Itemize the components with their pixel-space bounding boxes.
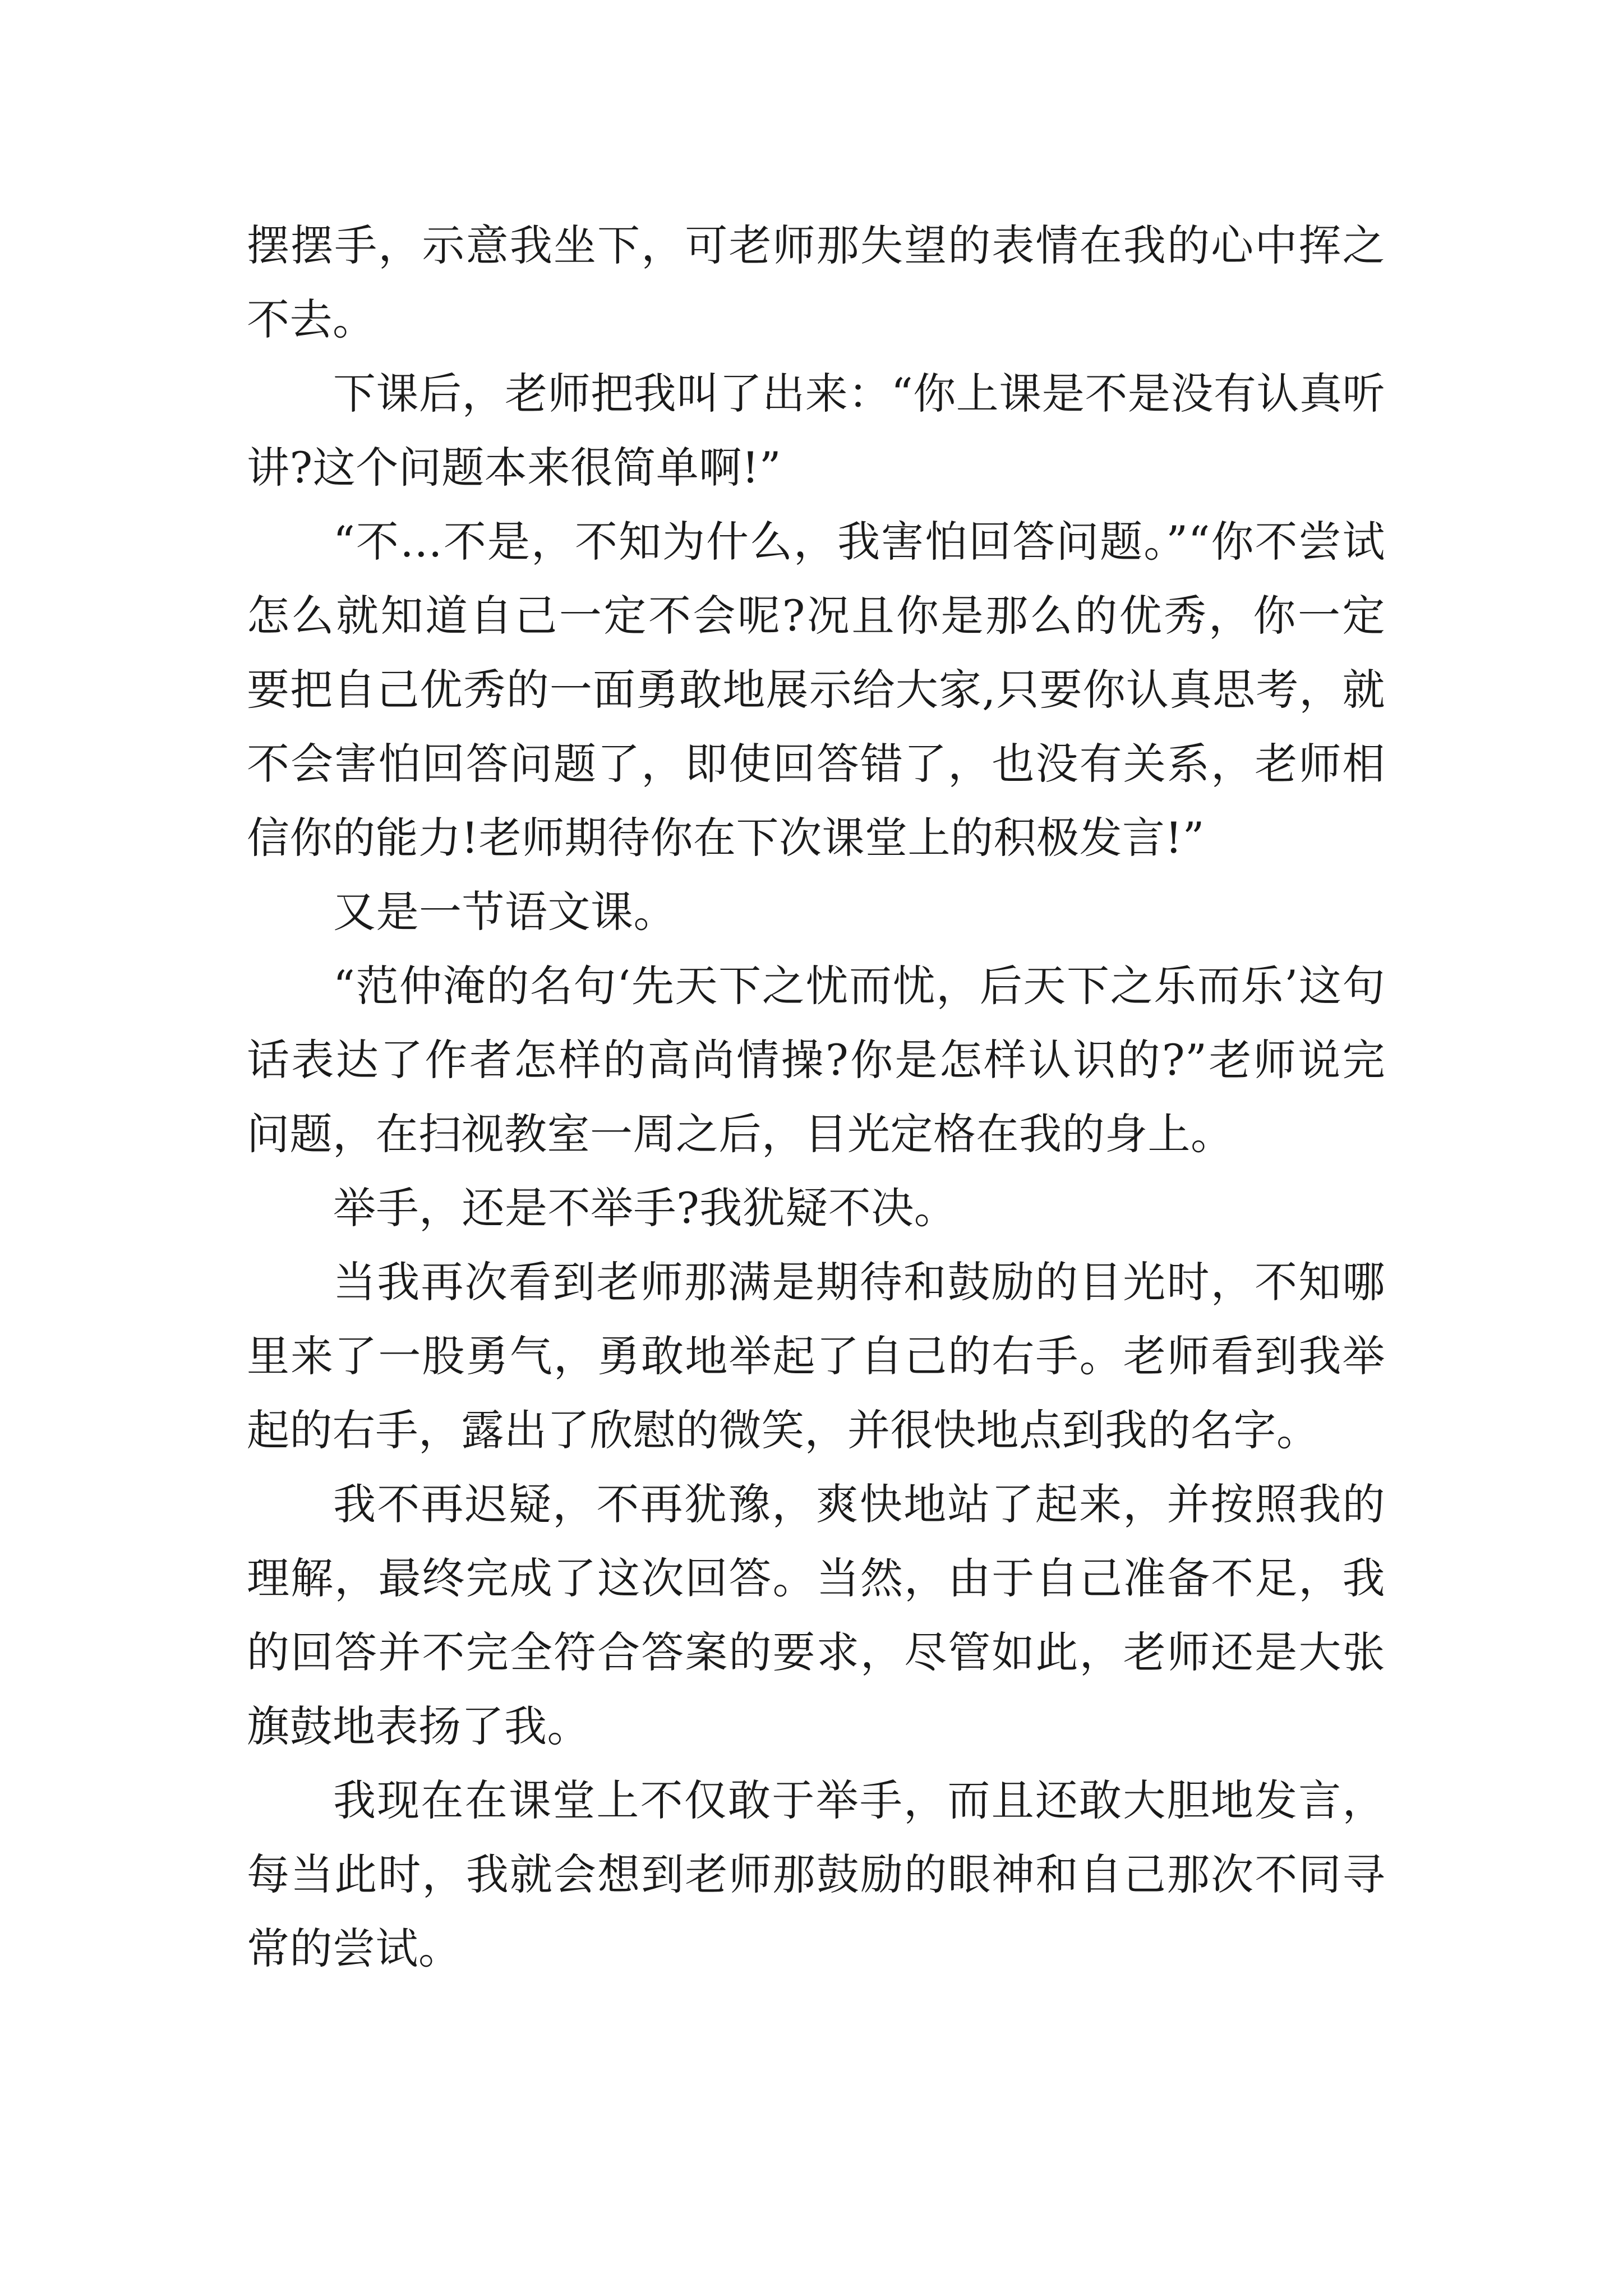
paragraph-1: 摆摆手，示意我坐下，可老师那失望的表情在我的心中挥之不去。 bbox=[247, 220, 1385, 344]
paragraph-3: “不…不是，不知为什么，我害怕回答问题。”“你不尝试怎么就知道自己一定不会呢?况且你是那么的优秀，你一定要把自己优秀的一面勇敢地展示给大家,只要你认真思考，就不会害怕回答问题了，即使回答错了，也没有关系，老师相信你的能力!老师期待你在下次课堂上的积极发言!” bbox=[247, 517, 1385, 863]
paragraph-6: 举手，还是不举手?我犹疑不决。 bbox=[333, 1183, 957, 1233]
paragraph-5: “范仲淹的名句‘先天下之忧而忧，后天下之乐而乐’这句话表达了作者怎样的高尚情操?你是怎样认识的?”老师说完问题，在扫视教室一周之后，目光定格在我的身上。 bbox=[247, 961, 1385, 1159]
paragraph-7: 当我再次看到老师那满是期待和鼓励的目光时，不知哪里来了一股勇气，勇敢地举起了自己的右手。老师看到我举起的右手，露出了欣慰的微笑，并很快地点到我的名字。 bbox=[247, 1257, 1385, 1455]
paragraph-9: 我现在在课堂上不仅敢于举手，而且还敢大胆地发言，每当此时，我就会想到老师那鼓励的眼神和自己那次不同寻常的尝试。 bbox=[247, 1775, 1385, 1973]
paragraph-2: 下课后，老师把我叫了出来：“你上课是不是没有认真听讲?这个问题本来很简单啊!” bbox=[247, 369, 1385, 493]
paragraph-4: 又是一节语文课。 bbox=[333, 887, 676, 937]
document-body bbox=[247, 209, 1385, 1986]
paragraph-8: 我不再迟疑，不再犹豫，爽快地站了起来，并按照我的理解，最终完成了这次回答。当然，由于自己准备不足，我的回答并不完全符合答案的要求，尽管如此，老师还是大张旗鼓地表扬了我。 bbox=[247, 1479, 1385, 1751]
